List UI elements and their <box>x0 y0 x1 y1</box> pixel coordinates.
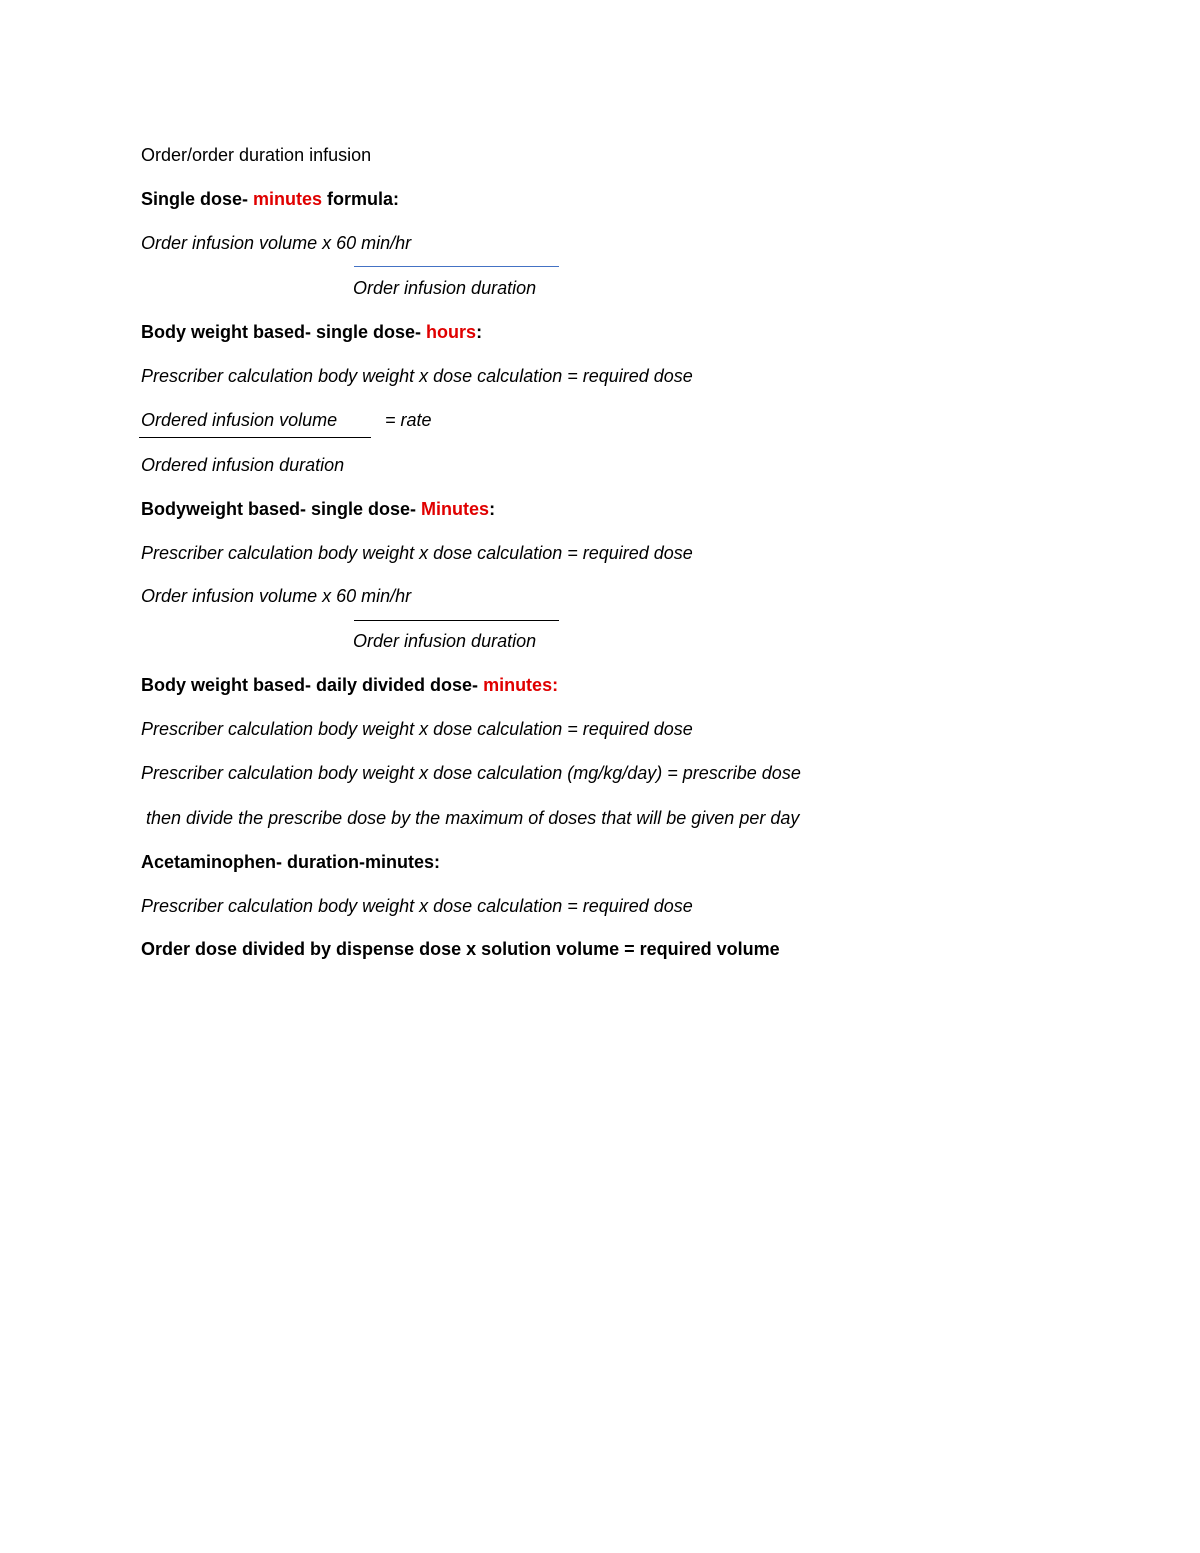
heading-accent: hours <box>426 322 477 342</box>
calculation-line: Prescriber calculation body weight x dose calculation = required dose <box>141 543 693 563</box>
heading-text-end: formula: <box>322 189 400 209</box>
formula-denominator: Ordered infusion duration <box>141 455 345 475</box>
section-heading-acetaminophen: Acetaminophen- duration-minutes: <box>141 852 441 872</box>
calculation-line-mg-kg-day: Prescriber calculation body weight x dose calculation (mg/kg/day) = prescribe dose <box>141 763 801 783</box>
formula-denominator: Order infusion duration <box>353 631 537 651</box>
required-volume-formula: Order dose divided by dispense dose x solution volume = required volume <box>141 939 780 959</box>
heading-text: Single dose- <box>141 189 254 209</box>
formula-numerator: Order infusion volume x 60 min/hr <box>141 233 412 253</box>
calculation-line: Prescriber calculation body weight x dose calculation = required dose <box>141 719 693 739</box>
division-note: then divide the prescribe dose by the maximum of doses that will be given per day <box>146 808 800 828</box>
heading-accent: minutes: <box>483 675 559 695</box>
fraction-bar <box>354 266 559 267</box>
calculation-line: Prescriber calculation body weight x dose calculation = required dose <box>141 366 693 386</box>
section-heading-single-dose <box>141 188 399 210</box>
fraction-bar <box>354 620 559 621</box>
formula-result: = rate <box>385 410 432 430</box>
fraction-bar <box>139 437 371 438</box>
section-heading-daily-divided <box>141 674 558 696</box>
heading-text: Body weight based- single dose- <box>141 322 427 342</box>
formula-numerator: Ordered infusion volume <box>141 410 338 430</box>
formula-denominator: Order infusion duration <box>353 278 537 298</box>
calculation-line: Prescriber calculation body weight x dose calculation = required dose <box>141 896 693 916</box>
heading-text-end: : <box>489 499 496 519</box>
heading-accent: Minutes <box>421 499 490 519</box>
heading-text: Body weight based- daily divided dose- <box>141 675 484 695</box>
document-title: Order/order duration infusion <box>141 145 372 165</box>
formula-numerator: Order infusion volume x 60 min/hr <box>141 586 412 606</box>
heading-accent: minutes <box>253 189 323 209</box>
heading-text: Bodyweight based- single dose- <box>141 499 422 519</box>
section-heading-body-weight-hours <box>141 321 482 343</box>
section-heading-bodyweight-minutes <box>141 498 495 520</box>
heading-text-end: : <box>476 322 483 342</box>
